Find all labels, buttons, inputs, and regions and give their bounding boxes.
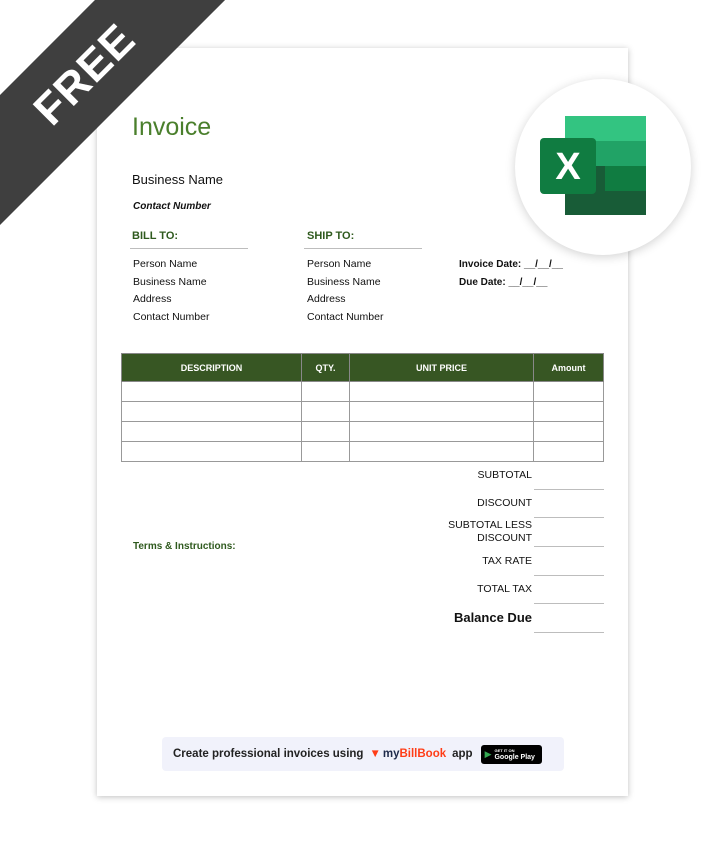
bill-to-block [133, 256, 209, 327]
table-row [122, 442, 604, 462]
cell[interactable] [350, 402, 534, 422]
invoice-title: Invoice [132, 113, 212, 141]
cell[interactable] [122, 442, 302, 462]
cell[interactable] [302, 382, 350, 402]
discount-line[interactable] [534, 517, 604, 518]
free-ribbon: FREE [0, 0, 284, 274]
discount-label: DISCOUNT [477, 497, 532, 509]
table-header-row [122, 354, 604, 382]
table-row [122, 402, 604, 422]
contact-number: Contact Number [133, 201, 211, 212]
ship-to-line: Contact Number [307, 311, 384, 324]
cell[interactable] [122, 382, 302, 402]
divider [130, 248, 248, 249]
cell[interactable] [302, 422, 350, 442]
ship-to-line: Address [307, 293, 346, 306]
column-header-amount: Amount [534, 354, 604, 382]
column-header-unit-price: UNIT PRICE [350, 354, 534, 382]
total-tax-line[interactable] [534, 603, 604, 604]
cell[interactable] [534, 422, 604, 442]
tax-rate-line[interactable] [534, 575, 604, 576]
cell[interactable] [350, 382, 534, 402]
subtotal-less-discount-line[interactable] [534, 546, 604, 547]
ship-to-line: Person Name [307, 258, 372, 270]
cell[interactable] [302, 402, 350, 422]
column-header-description: DESCRIPTION [122, 354, 302, 382]
column-header-qty: QTY. [302, 354, 350, 382]
promo-text: Create professional invoices using [173, 748, 364, 760]
cell[interactable] [350, 422, 534, 442]
cell[interactable] [122, 402, 302, 422]
bill-to-line: Contact Number [133, 311, 210, 324]
subtotal-less-discount-label: SUBTOTAL LESS DISCOUNT [448, 519, 532, 544]
dates-block [459, 256, 563, 291]
ship-to-block [307, 256, 383, 327]
store-small: GET IT ON [494, 748, 515, 753]
total-tax-label: TOTAL TAX [477, 583, 532, 595]
cell[interactable] [534, 402, 604, 422]
table-row [122, 422, 604, 442]
subtotal-line[interactable] [534, 489, 604, 490]
due-date: Due Date: __/__/__ [459, 276, 548, 288]
subtotal-label: SUBTOTAL [477, 469, 532, 481]
cell[interactable] [302, 442, 350, 462]
cell[interactable] [350, 442, 534, 462]
bill-to-line: Address [133, 293, 172, 306]
bill-to-heading: BILL TO: [132, 230, 179, 242]
tax-rate-label: TAX RATE [482, 555, 532, 567]
cell[interactable] [534, 442, 604, 462]
app-label: app [452, 748, 473, 760]
bill-to-line: Person Name [133, 258, 198, 270]
business-name: Business Name [132, 172, 224, 187]
bill-to-line: Business Name [133, 275, 207, 288]
play-store-icon: ▶ [484, 748, 492, 759]
store-name: Google Play [494, 754, 535, 761]
terms-label: Terms & Instructions: [133, 541, 236, 552]
balance-due-label: Balance Due [453, 610, 532, 625]
divider [304, 248, 422, 249]
brand-name: BillBook [399, 748, 447, 760]
svg-text:X: X [555, 146, 581, 188]
cell[interactable] [534, 382, 604, 402]
invoice-date: Invoice Date: __/__/__ [459, 259, 563, 270]
promo-banner[interactable] [162, 737, 564, 771]
line-items-table [121, 353, 604, 462]
balance-due-line[interactable] [534, 632, 604, 633]
excel-icon [515, 79, 691, 255]
google-play-button[interactable] [481, 745, 542, 764]
table-row [122, 382, 604, 402]
mybillbook-logo-icon: ▼ [369, 748, 381, 760]
ship-to-line: Business Name [307, 275, 381, 288]
cell[interactable] [122, 422, 302, 442]
excel-badge [515, 79, 691, 255]
ship-to-heading: SHIP TO: [307, 230, 355, 242]
brand-my: my [382, 748, 400, 760]
